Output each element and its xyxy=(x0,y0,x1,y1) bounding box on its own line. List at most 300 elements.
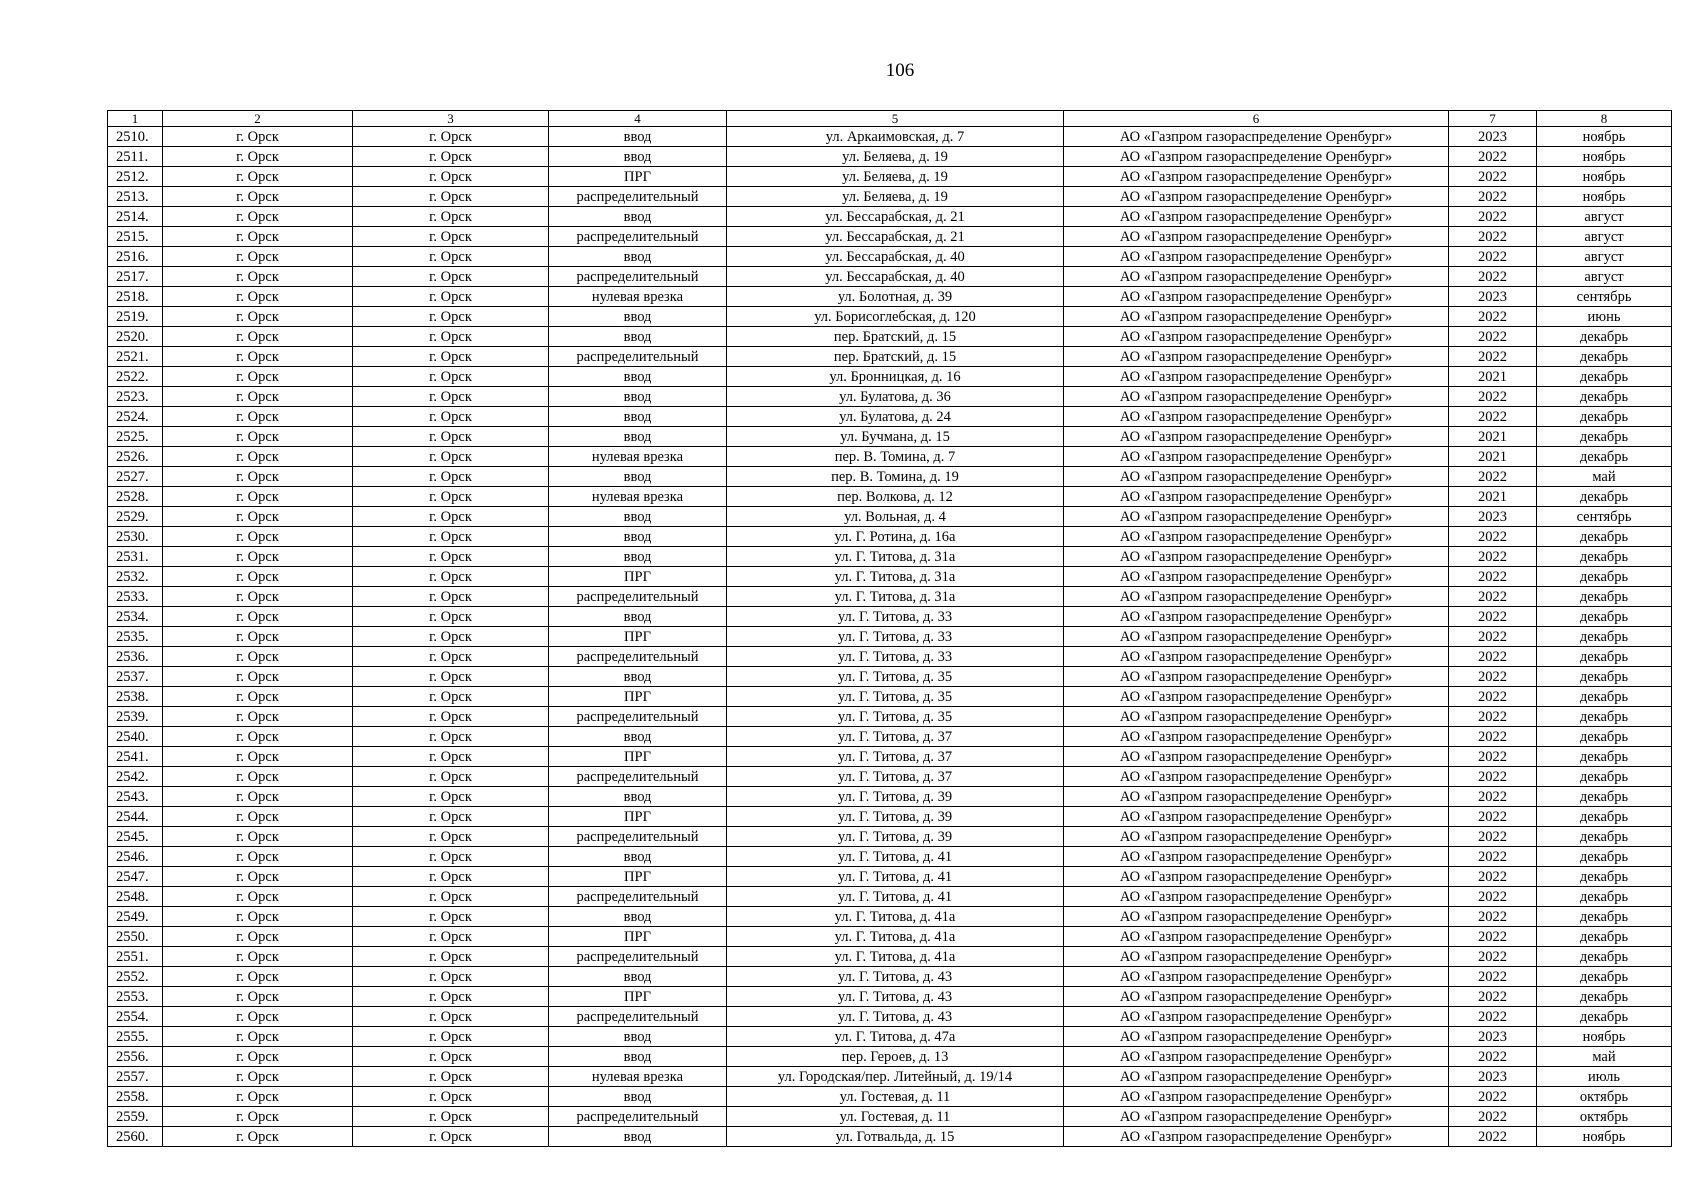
month-cell: декабрь xyxy=(1537,787,1672,807)
organization-cell: АО «Газпром газораспределение Оренбург» xyxy=(1064,467,1449,487)
year-cell: 2022 xyxy=(1449,1007,1537,1027)
organization-cell: АО «Газпром газораспределение Оренбург» xyxy=(1064,327,1449,347)
organization-cell: АО «Газпром газораспределение Оренбург» xyxy=(1064,367,1449,387)
object-type-cell: ввод xyxy=(549,127,727,147)
object-type-cell: ПРГ xyxy=(549,747,727,767)
address-cell: ул. Г. Титова, д. 43 xyxy=(727,967,1064,987)
organization-cell: АО «Газпром газораспределение Оренбург» xyxy=(1064,847,1449,867)
object-type-cell: ввод xyxy=(549,307,727,327)
settlement-cell: г. Орск xyxy=(353,307,549,327)
organization-cell: АО «Газпром газораспределение Оренбург» xyxy=(1064,1007,1449,1027)
table-row xyxy=(108,687,1672,707)
month-cell: ноябрь xyxy=(1537,187,1672,207)
month-cell: декабрь xyxy=(1537,807,1672,827)
organization-cell: АО «Газпром газораспределение Оренбург» xyxy=(1064,687,1449,707)
year-cell: 2022 xyxy=(1449,147,1537,167)
month-cell: май xyxy=(1537,1047,1672,1067)
year-cell: 2022 xyxy=(1449,887,1537,907)
organization-cell: АО «Газпром газораспределение Оренбург» xyxy=(1064,447,1449,467)
region-cell: г. Орск xyxy=(163,627,353,647)
table-row xyxy=(108,1087,1672,1107)
address-cell: ул. Г. Титова, д. 31а xyxy=(727,547,1064,567)
address-cell: ул. Г. Титова, д. 37 xyxy=(727,747,1064,767)
month-cell: декабрь xyxy=(1537,727,1672,747)
settlement-cell: г. Орск xyxy=(353,387,549,407)
address-cell: ул. Бронницкая, д. 16 xyxy=(727,367,1064,387)
table-row xyxy=(108,807,1672,827)
row-number: 2549. xyxy=(108,907,163,927)
object-type-cell: распределительный xyxy=(549,827,727,847)
organization-cell: АО «Газпром газораспределение Оренбург» xyxy=(1064,347,1449,367)
row-number: 2518. xyxy=(108,287,163,307)
address-cell: пер. В. Томина, д. 7 xyxy=(727,447,1064,467)
year-cell: 2021 xyxy=(1449,447,1537,467)
year-cell: 2022 xyxy=(1449,607,1537,627)
address-cell: ул. Г. Титова, д. 39 xyxy=(727,827,1064,847)
organization-cell: АО «Газпром газораспределение Оренбург» xyxy=(1064,827,1449,847)
month-cell: декабрь xyxy=(1537,667,1672,687)
table-row xyxy=(108,327,1672,347)
row-number: 2545. xyxy=(108,827,163,847)
organization-cell: АО «Газпром газораспределение Оренбург» xyxy=(1064,207,1449,227)
region-cell: г. Орск xyxy=(163,887,353,907)
row-number: 2513. xyxy=(108,187,163,207)
year-cell: 2022 xyxy=(1449,827,1537,847)
address-cell: ул. Вольная, д. 4 xyxy=(727,507,1064,527)
month-cell: июнь xyxy=(1537,307,1672,327)
object-type-cell: ввод xyxy=(549,547,727,567)
address-cell: ул. Г. Титова, д. 43 xyxy=(727,1007,1064,1027)
object-type-cell: распределительный xyxy=(549,1007,727,1027)
row-number: 2548. xyxy=(108,887,163,907)
organization-cell: АО «Газпром газораспределение Оренбург» xyxy=(1064,307,1449,327)
settlement-cell: г. Орск xyxy=(353,1087,549,1107)
year-cell: 2022 xyxy=(1449,307,1537,327)
month-cell: декабрь xyxy=(1537,987,1672,1007)
year-cell: 2022 xyxy=(1449,727,1537,747)
month-cell: декабрь xyxy=(1537,647,1672,667)
object-type-cell: ПРГ xyxy=(549,927,727,947)
organization-cell: АО «Газпром газораспределение Оренбург» xyxy=(1064,187,1449,207)
row-number: 2514. xyxy=(108,207,163,227)
organization-cell: АО «Газпром газораспределение Оренбург» xyxy=(1064,787,1449,807)
organization-cell: АО «Газпром газораспределение Оренбург» xyxy=(1064,927,1449,947)
month-cell: декабрь xyxy=(1537,367,1672,387)
month-cell: октябрь xyxy=(1537,1087,1672,1107)
year-cell: 2022 xyxy=(1449,1047,1537,1067)
organization-cell: АО «Газпром газораспределение Оренбург» xyxy=(1064,287,1449,307)
organization-cell: АО «Газпром газораспределение Оренбург» xyxy=(1064,747,1449,767)
object-type-cell: ввод xyxy=(549,147,727,167)
object-type-cell: нулевая врезка xyxy=(549,287,727,307)
settlement-cell: г. Орск xyxy=(353,787,549,807)
month-cell: сентябрь xyxy=(1537,287,1672,307)
row-number: 2521. xyxy=(108,347,163,367)
address-cell: ул. Г. Титова, д. 35 xyxy=(727,707,1064,727)
year-cell: 2022 xyxy=(1449,1087,1537,1107)
object-type-cell: ПРГ xyxy=(549,167,727,187)
object-type-cell: нулевая врезка xyxy=(549,487,727,507)
settlement-cell: г. Орск xyxy=(353,947,549,967)
table-row xyxy=(108,847,1672,867)
region-cell: г. Орск xyxy=(163,787,353,807)
month-cell: декабрь xyxy=(1537,747,1672,767)
address-cell: ул. Бессарабская, д. 40 xyxy=(727,267,1064,287)
month-cell: август xyxy=(1537,267,1672,287)
region-cell: г. Орск xyxy=(163,987,353,1007)
table-row xyxy=(108,1047,1672,1067)
object-type-cell: ввод xyxy=(549,407,727,427)
table-row xyxy=(108,527,1672,547)
row-number: 2517. xyxy=(108,267,163,287)
month-cell: декабрь xyxy=(1537,907,1672,927)
object-type-cell: ввод xyxy=(549,967,727,987)
settlement-cell: г. Орск xyxy=(353,427,549,447)
region-cell: г. Орск xyxy=(163,227,353,247)
row-number: 2555. xyxy=(108,1027,163,1047)
region-cell: г. Орск xyxy=(163,1107,353,1127)
address-cell: ул. Г. Титова, д. 41 xyxy=(727,887,1064,907)
organization-cell: АО «Газпром газораспределение Оренбург» xyxy=(1064,547,1449,567)
address-cell: ул. Г. Титова, д. 41 xyxy=(727,847,1064,867)
table-row xyxy=(108,127,1672,147)
month-cell: сентябрь xyxy=(1537,507,1672,527)
object-type-cell: ввод xyxy=(549,1127,727,1147)
region-cell: г. Орск xyxy=(163,527,353,547)
month-cell: декабрь xyxy=(1537,427,1672,447)
year-cell: 2023 xyxy=(1449,127,1537,147)
address-cell: ул. Болотная, д. 39 xyxy=(727,287,1064,307)
settlement-cell: г. Орск xyxy=(353,1007,549,1027)
settlement-cell: г. Орск xyxy=(353,907,549,927)
year-cell: 2022 xyxy=(1449,527,1537,547)
region-cell: г. Орск xyxy=(163,307,353,327)
organization-cell: АО «Газпром газораспределение Оренбург» xyxy=(1064,967,1449,987)
organization-cell: АО «Газпром газораспределение Оренбург» xyxy=(1064,727,1449,747)
object-type-cell: ПРГ xyxy=(549,807,727,827)
address-cell: ул. Г. Титова, д. 33 xyxy=(727,647,1064,667)
region-cell: г. Орск xyxy=(163,607,353,627)
year-cell: 2021 xyxy=(1449,427,1537,447)
month-cell: декабрь xyxy=(1537,847,1672,867)
settlement-cell: г. Орск xyxy=(353,807,549,827)
month-cell: ноябрь xyxy=(1537,1027,1672,1047)
year-cell: 2022 xyxy=(1449,927,1537,947)
table-row xyxy=(108,247,1672,267)
year-cell: 2022 xyxy=(1449,707,1537,727)
row-number: 2515. xyxy=(108,227,163,247)
column-header: 6 xyxy=(1064,111,1449,127)
organization-cell: АО «Газпром газораспределение Оренбург» xyxy=(1064,947,1449,967)
data-table xyxy=(107,110,1672,1147)
address-cell: ул. Г. Титова, д. 41 xyxy=(727,867,1064,887)
year-cell: 2022 xyxy=(1449,387,1537,407)
settlement-cell: г. Орск xyxy=(353,227,549,247)
settlement-cell: г. Орск xyxy=(353,767,549,787)
address-cell: ул. Г. Титова, д. 41а xyxy=(727,907,1064,927)
region-cell: г. Орск xyxy=(163,547,353,567)
settlement-cell: г. Орск xyxy=(353,287,549,307)
object-type-cell: ввод xyxy=(549,607,727,627)
object-type-cell: ПРГ xyxy=(549,987,727,1007)
address-cell: ул. Бессарабская, д. 40 xyxy=(727,247,1064,267)
settlement-cell: г. Орск xyxy=(353,587,549,607)
table-row xyxy=(108,827,1672,847)
table-row xyxy=(108,347,1672,367)
address-cell: ул. Бессарабская, д. 21 xyxy=(727,227,1064,247)
region-cell: г. Орск xyxy=(163,327,353,347)
address-cell: пер. Волкова, д. 12 xyxy=(727,487,1064,507)
settlement-cell: г. Орск xyxy=(353,527,549,547)
object-type-cell: ввод xyxy=(549,907,727,927)
organization-cell: АО «Газпром газораспределение Оренбург» xyxy=(1064,1027,1449,1047)
region-cell: г. Орск xyxy=(163,387,353,407)
row-number: 2547. xyxy=(108,867,163,887)
object-type-cell: распределительный xyxy=(549,267,727,287)
organization-cell: АО «Газпром газораспределение Оренбург» xyxy=(1064,627,1449,647)
table-row xyxy=(108,1127,1672,1147)
object-type-cell: ввод xyxy=(549,847,727,867)
year-cell: 2022 xyxy=(1449,207,1537,227)
organization-cell: АО «Газпром газораспределение Оренбург» xyxy=(1064,527,1449,547)
address-cell: пер. Братский, д. 15 xyxy=(727,327,1064,347)
table-row xyxy=(108,207,1672,227)
row-number: 2526. xyxy=(108,447,163,467)
column-header: 4 xyxy=(549,111,727,127)
settlement-cell: г. Орск xyxy=(353,247,549,267)
address-cell: ул. Борисоглебская, д. 120 xyxy=(727,307,1064,327)
settlement-cell: г. Орск xyxy=(353,487,549,507)
year-cell: 2022 xyxy=(1449,1107,1537,1127)
column-header: 2 xyxy=(163,111,353,127)
address-cell: ул. Булатова, д. 36 xyxy=(727,387,1064,407)
region-cell: г. Орск xyxy=(163,1127,353,1147)
settlement-cell: г. Орск xyxy=(353,847,549,867)
organization-cell: АО «Газпром газораспределение Оренбург» xyxy=(1064,407,1449,427)
region-cell: г. Орск xyxy=(163,727,353,747)
month-cell: декабрь xyxy=(1537,927,1672,947)
table-row xyxy=(108,927,1672,947)
settlement-cell: г. Орск xyxy=(353,967,549,987)
settlement-cell: г. Орск xyxy=(353,147,549,167)
row-number: 2556. xyxy=(108,1047,163,1067)
year-cell: 2022 xyxy=(1449,687,1537,707)
month-cell: декабрь xyxy=(1537,547,1672,567)
table-row xyxy=(108,307,1672,327)
row-number: 2544. xyxy=(108,807,163,827)
month-cell: декабрь xyxy=(1537,627,1672,647)
address-cell: ул. Городская/пер. Литейный, д. 19/14 xyxy=(727,1067,1064,1087)
address-cell: ул. Бучмана, д. 15 xyxy=(727,427,1064,447)
settlement-cell: г. Орск xyxy=(353,687,549,707)
address-cell: ул. Г. Титова, д. 31а xyxy=(727,587,1064,607)
table-row xyxy=(108,187,1672,207)
region-cell: г. Орск xyxy=(163,187,353,207)
address-cell: ул. Г. Титова, д. 33 xyxy=(727,627,1064,647)
address-cell: ул. Гостевая, д. 11 xyxy=(727,1107,1064,1127)
month-cell: декабрь xyxy=(1537,447,1672,467)
address-cell: ул. Г. Титова, д. 35 xyxy=(727,667,1064,687)
object-type-cell: ввод xyxy=(549,727,727,747)
month-cell: декабрь xyxy=(1537,527,1672,547)
month-cell: август xyxy=(1537,247,1672,267)
table-row xyxy=(108,147,1672,167)
region-cell: г. Орск xyxy=(163,1087,353,1107)
organization-cell: АО «Газпром газораспределение Оренбург» xyxy=(1064,487,1449,507)
region-cell: г. Орск xyxy=(163,167,353,187)
page-number: 106 xyxy=(885,60,915,81)
organization-cell: АО «Газпром газораспределение Оренбург» xyxy=(1064,427,1449,447)
table-row xyxy=(108,167,1672,187)
region-cell: г. Орск xyxy=(163,1027,353,1047)
table-row xyxy=(108,1027,1672,1047)
region-cell: г. Орск xyxy=(163,1047,353,1067)
object-type-cell: нулевая врезка xyxy=(549,1067,727,1087)
region-cell: г. Орск xyxy=(163,647,353,667)
region-cell: г. Орск xyxy=(163,767,353,787)
month-cell: декабрь xyxy=(1537,587,1672,607)
row-number: 2529. xyxy=(108,507,163,527)
year-cell: 2022 xyxy=(1449,227,1537,247)
row-number: 2560. xyxy=(108,1127,163,1147)
month-cell: декабрь xyxy=(1537,487,1672,507)
object-type-cell: ввод xyxy=(549,1047,727,1067)
year-cell: 2022 xyxy=(1449,627,1537,647)
region-cell: г. Орск xyxy=(163,847,353,867)
row-number: 2558. xyxy=(108,1087,163,1107)
year-cell: 2023 xyxy=(1449,1027,1537,1047)
table-row xyxy=(108,787,1672,807)
settlement-cell: г. Орск xyxy=(353,547,549,567)
table-row xyxy=(108,1107,1672,1127)
organization-cell: АО «Газпром газораспределение Оренбург» xyxy=(1064,147,1449,167)
settlement-cell: г. Орск xyxy=(353,347,549,367)
object-type-cell: распределительный xyxy=(549,1107,727,1127)
row-number: 2557. xyxy=(108,1067,163,1087)
table-row xyxy=(108,267,1672,287)
object-type-cell: ввод xyxy=(549,247,727,267)
column-number-row xyxy=(108,111,1672,127)
year-cell: 2022 xyxy=(1449,647,1537,667)
month-cell: август xyxy=(1537,227,1672,247)
region-cell: г. Орск xyxy=(163,147,353,167)
region-cell: г. Орск xyxy=(163,947,353,967)
object-type-cell: ПРГ xyxy=(549,867,727,887)
object-type-cell: ПРГ xyxy=(549,627,727,647)
year-cell: 2022 xyxy=(1449,867,1537,887)
object-type-cell: распределительный xyxy=(549,347,727,367)
address-cell: ул. Г. Ротина, д. 16а xyxy=(727,527,1064,547)
row-number: 2543. xyxy=(108,787,163,807)
organization-cell: АО «Газпром газораспределение Оренбург» xyxy=(1064,227,1449,247)
table-row xyxy=(108,487,1672,507)
region-cell: г. Орск xyxy=(163,407,353,427)
region-cell: г. Орск xyxy=(163,807,353,827)
organization-cell: АО «Газпром газораспределение Оренбург» xyxy=(1064,507,1449,527)
row-number: 2524. xyxy=(108,407,163,427)
object-type-cell: ввод xyxy=(549,467,727,487)
address-cell: ул. Г. Титова, д. 37 xyxy=(727,727,1064,747)
address-cell: ул. Г. Титова, д. 31а xyxy=(727,567,1064,587)
month-cell: ноябрь xyxy=(1537,127,1672,147)
organization-cell: АО «Газпром газораспределение Оренбург» xyxy=(1064,807,1449,827)
object-type-cell: ввод xyxy=(549,667,727,687)
organization-cell: АО «Газпром газораспределение Оренбург» xyxy=(1064,907,1449,927)
table-row xyxy=(108,227,1672,247)
year-cell: 2022 xyxy=(1449,547,1537,567)
year-cell: 2022 xyxy=(1449,407,1537,427)
month-cell: декабрь xyxy=(1537,567,1672,587)
row-number: 2511. xyxy=(108,147,163,167)
region-cell: г. Орск xyxy=(163,367,353,387)
object-type-cell: ПРГ xyxy=(549,687,727,707)
row-number: 2550. xyxy=(108,927,163,947)
region-cell: г. Орск xyxy=(163,127,353,147)
year-cell: 2022 xyxy=(1449,467,1537,487)
organization-cell: АО «Газпром газораспределение Оренбург» xyxy=(1064,567,1449,587)
address-cell: ул. Г. Титова, д. 33 xyxy=(727,607,1064,627)
year-cell: 2022 xyxy=(1449,747,1537,767)
address-cell: ул. Беляева, д. 19 xyxy=(727,187,1064,207)
settlement-cell: г. Орск xyxy=(353,627,549,647)
settlement-cell: г. Орск xyxy=(353,1067,549,1087)
region-cell: г. Орск xyxy=(163,587,353,607)
table-row xyxy=(108,707,1672,727)
address-cell: ул. Г. Титова, д. 35 xyxy=(727,687,1064,707)
settlement-cell: г. Орск xyxy=(353,1027,549,1047)
settlement-cell: г. Орск xyxy=(353,667,549,687)
column-header: 8 xyxy=(1537,111,1672,127)
row-number: 2552. xyxy=(108,967,163,987)
address-cell: ул. Г. Титова, д. 37 xyxy=(727,767,1064,787)
table-row xyxy=(108,467,1672,487)
year-cell: 2022 xyxy=(1449,567,1537,587)
year-cell: 2022 xyxy=(1449,767,1537,787)
region-cell: г. Орск xyxy=(163,267,353,287)
object-type-cell: распределительный xyxy=(549,587,727,607)
table-row xyxy=(108,1007,1672,1027)
month-cell: октябрь xyxy=(1537,1107,1672,1127)
settlement-cell: г. Орск xyxy=(353,887,549,907)
organization-cell: АО «Газпром газораспределение Оренбург» xyxy=(1064,767,1449,787)
month-cell: декабрь xyxy=(1537,827,1672,847)
object-type-cell: распределительный xyxy=(549,887,727,907)
table-row xyxy=(108,947,1672,967)
year-cell: 2022 xyxy=(1449,667,1537,687)
row-number: 2531. xyxy=(108,547,163,567)
organization-cell: АО «Газпром газораспределение Оренбург» xyxy=(1064,887,1449,907)
table-row xyxy=(108,907,1672,927)
month-cell: декабрь xyxy=(1537,347,1672,367)
column-header: 1 xyxy=(108,111,163,127)
address-cell: ул. Г. Титова, д. 43 xyxy=(727,987,1064,1007)
year-cell: 2022 xyxy=(1449,787,1537,807)
row-number: 2540. xyxy=(108,727,163,747)
year-cell: 2022 xyxy=(1449,1127,1537,1147)
settlement-cell: г. Орск xyxy=(353,1047,549,1067)
column-header: 5 xyxy=(727,111,1064,127)
object-type-cell: распределительный xyxy=(549,707,727,727)
year-cell: 2021 xyxy=(1449,367,1537,387)
organization-cell: АО «Газпром газораспределение Оренбург» xyxy=(1064,987,1449,1007)
month-cell: декабрь xyxy=(1537,707,1672,727)
year-cell: 2023 xyxy=(1449,287,1537,307)
object-type-cell: нулевая врезка xyxy=(549,447,727,467)
table-row xyxy=(108,567,1672,587)
organization-cell: АО «Газпром газораспределение Оренбург» xyxy=(1064,1047,1449,1067)
table-row xyxy=(108,1067,1672,1087)
address-cell: ул. Г. Титова, д. 39 xyxy=(727,787,1064,807)
